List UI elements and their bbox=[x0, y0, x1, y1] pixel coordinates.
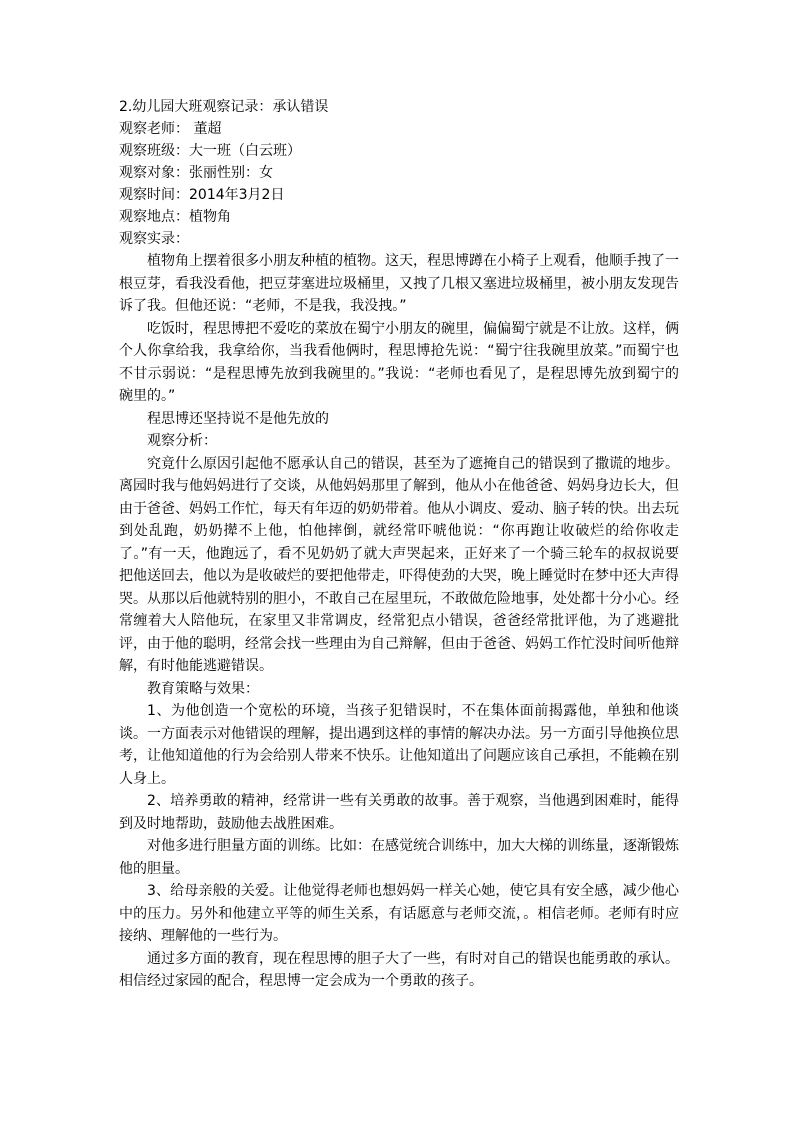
record-paragraph: 程思博还坚持说不是他先放的 bbox=[147, 410, 329, 427]
strategy-paragraph: 3、给母亲般的关爱。让他觉得老师也想妈妈一样关心她，使它具有安全感，减少他心中的压力。另外和他建立平等的师生关系，有话愿意与老师交流，。相信老师。老师有时应接纳、理解他的一些行为。 bbox=[119, 883, 679, 944]
strategy-heading: 教育策略与效果： bbox=[147, 680, 259, 697]
analysis-heading: 观察分析： bbox=[147, 433, 217, 449]
strategy-paragraph: 通过多方面的教育，现在程思博的胆子大了一些，有时对自己的错误也能勇敢的承认。相信经过家园的配合，程思博一定会成为一个勇敢的孩子。 bbox=[119, 950, 679, 989]
observed-class: 观察班级：大一班（白云班） bbox=[119, 143, 301, 159]
observation-place: 观察地点：植物角 bbox=[119, 209, 231, 225]
record-paragraph: 植物角上摆着很多小朋友种植的植物。这天，程思博蹲在小椅子上观看，他顺手拽了一根豆芽，看我没看他，把豆芽塞进垃圾桶里，又拽了几根又塞进垃圾桶里，被小朋友发现告诉了我。但他还说：“老师，不是我，我没拽。” bbox=[119, 253, 679, 314]
observation-time: 观察时间：2014年3月2日 bbox=[119, 187, 285, 203]
strategy-paragraph: 1、为他创造一个宽松的环境，当孩子犯错误时，不在集体面前揭露他，单独和他谈谈。一方面表示对他错误的理解，提出遇到这样的事情的解决办法。另一方面引导他换位思考，让他知道他的行为会给别人带来不快乐。让他知道出了问题应该自己承担，不能赖在别人身上。 bbox=[119, 703, 679, 787]
record-heading: 观察实录： bbox=[119, 231, 189, 247]
analysis-paragraph: 究竟什么原因引起他不愿承认自己的错误，甚至为了遮掩自己的错误到了撒谎的地步。离园时我与他妈妈进行了交谈，从他妈妈那里了解到，他从小在他爸爸、妈妈身边长大，但由于爸爸、妈妈工作忙，每天有年迈的奶奶带着。他从小调皮、爱动、脑子转的快。出去玩到处乱跑，奶奶撵不上他，怕他摔倒，就经常吓唬他说：“你再跑让收破烂的给你收走了。”有一天，他跑远了，看不见奶奶了就大声哭起来，正好来了一个骑三轮车的叔叔说要把他送回去，他以为是收破烂的要把他带走，吓得使劲的大哭，晚上睡觉时在梦中还大声得哭。从那以后他就特别的胆小，不敢自己在屋里玩，不敢做危险地事，处处都十分小心。经常缠着大人陪他玩，在家里又非常调皮，经常犯点小错误，爸爸经常批评他，为了逃避批评，由于他的聪明，经常会找一些理由为自己辩解，但由于爸爸、妈妈工作忙没时间听他辩解，有时他能逃避错误。 bbox=[119, 455, 679, 674]
strategy-paragraph: 对他多进行胆量方面的训练。比如：在感觉统合训练中，加大大梯的训练量，逐渐锻炼他的胆量。 bbox=[119, 838, 679, 877]
strategy-paragraph: 2、培养勇敢的精神，经常讲一些有关勇敢的故事。善于观察，当他遇到困难时，能得到及时地帮助，鼓励他去战胜困难。 bbox=[119, 793, 679, 832]
document-page bbox=[119, 96, 679, 993]
observer-teacher: 观察老师： 董超 bbox=[119, 121, 222, 137]
document-title: 2.幼儿园大班观察记录：承认错误 bbox=[119, 99, 329, 115]
record-paragraph: 吃饭时，程思博把不爱吃的菜放在蜀宁小朋友的碗里，偏偏蜀宁就是不让放。这样，俩个人你拿给我，我拿给你，当我看他俩时，程思博抢先说：“蜀宁往我碗里放菜。”而蜀宁也不甘示弱说：“是程思博先放到我碗里的。”我说：“老师也看见了，是程思博先放到蜀宁的碗里的。” bbox=[119, 320, 679, 404]
observed-subject: 观察对象：张丽性别：女 bbox=[119, 165, 273, 181]
